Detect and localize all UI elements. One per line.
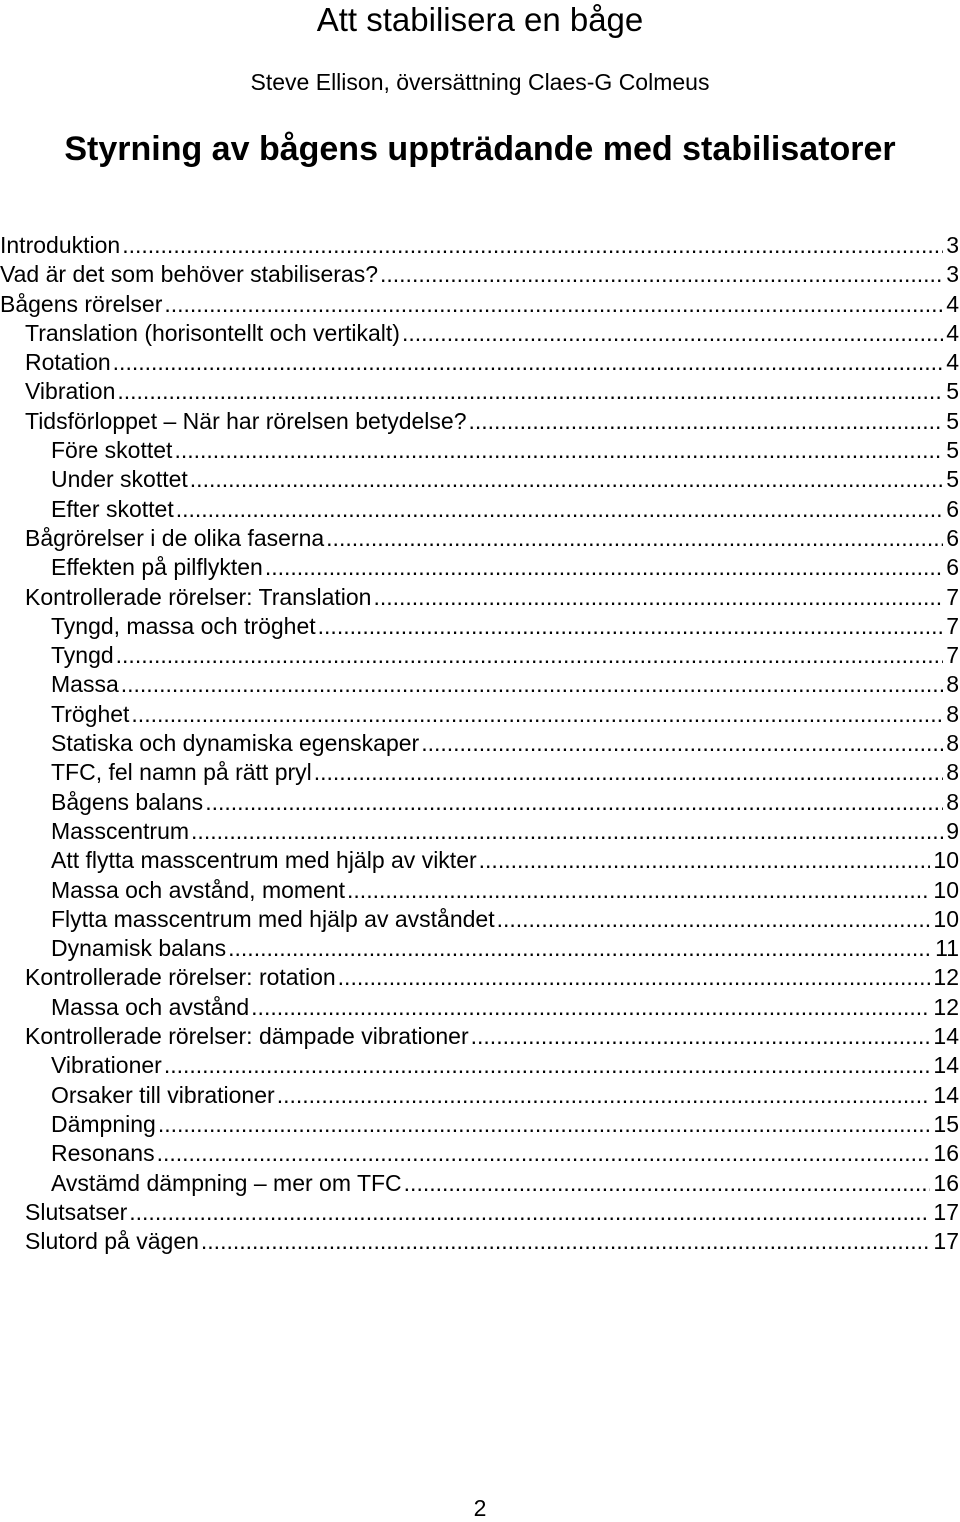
toc-dot-leader — [469, 407, 944, 436]
toc-entry[interactable] — [0, 348, 960, 377]
toc-dot-leader — [158, 1110, 931, 1139]
toc-entry-page: 8 — [946, 700, 959, 727]
toc-entry-page: 12 — [933, 964, 959, 991]
toc-entry-page: 3 — [946, 232, 959, 258]
toc-entry[interactable] — [0, 1081, 960, 1110]
toc-entry-title: Tidsförloppet – När har rörelsen betydelse? — [25, 407, 467, 434]
toc-entry-title: Tyngd, massa och tröghet — [51, 612, 316, 639]
toc-entry-page: 16 — [933, 1140, 959, 1167]
toc-entry[interactable] — [0, 670, 960, 699]
toc-dot-leader — [117, 377, 943, 406]
toc-dot-leader — [265, 553, 943, 582]
toc-entry-title: Effekten på pilflykten — [51, 554, 263, 581]
toc-entry-page: 14 — [933, 1052, 959, 1079]
toc-entry[interactable] — [0, 993, 960, 1022]
toc-entry-title: Masscentrum — [51, 817, 190, 844]
toc-entry-page: 6 — [946, 524, 959, 551]
toc-entry-page: 14 — [933, 1023, 959, 1050]
toc-dot-leader — [479, 846, 931, 875]
toc-entry-title: Introduktion — [0, 232, 121, 258]
toc-entry-title: Att flytta masscentrum med hjälp av vikter — [51, 847, 477, 874]
toc-entry-title: Translation (horisontellt och vertikalt) — [25, 319, 400, 346]
toc-dot-leader — [228, 934, 932, 963]
toc-entry[interactable] — [0, 495, 960, 524]
toc-entry-title: Resonans — [51, 1140, 155, 1167]
toc-entry-title: Under skottet — [51, 466, 188, 493]
toc-entry[interactable] — [0, 905, 960, 934]
toc-dot-leader — [116, 641, 944, 670]
toc-entry[interactable] — [0, 260, 960, 289]
toc-entry-page: 4 — [946, 349, 959, 376]
toc-entry-page: 10 — [933, 905, 959, 932]
toc-entry-title: Efter skottet — [51, 495, 174, 522]
toc-entry-page: 5 — [946, 437, 959, 464]
page-number: 2 — [473, 1495, 487, 1521]
toc-dot-leader — [347, 876, 930, 905]
toc-entry[interactable] — [0, 290, 960, 319]
toc-entry-page: 5 — [946, 407, 959, 434]
toc-entry[interactable] — [0, 231, 960, 260]
toc-dot-leader — [380, 260, 943, 289]
toc-dot-leader — [157, 1139, 931, 1168]
section-heading: Styrning av bågens uppträdande med stabilisatorer — [64, 130, 896, 168]
toc-entry-page: 12 — [933, 993, 959, 1020]
toc-entry-page: 16 — [933, 1169, 959, 1196]
toc-entry[interactable] — [0, 583, 960, 612]
toc-entry-title: Kontrollerade rörelser: rotation — [25, 964, 336, 991]
toc-entry[interactable] — [0, 465, 960, 494]
toc-entry-title: Kontrollerade rörelser: Translation — [25, 583, 372, 610]
toc-entry-page: 14 — [933, 1081, 959, 1108]
toc-dot-leader — [191, 817, 943, 846]
toc-entry-title: Dämpning — [51, 1110, 156, 1137]
toc-entry-title: Slutord på vägen — [25, 1228, 199, 1255]
toc-entry-page: 3 — [946, 261, 959, 288]
toc-dot-leader — [113, 348, 944, 377]
toc-dot-leader — [129, 1198, 930, 1227]
toc-entry-title: Kontrollerade rörelser: dämpade vibrationer — [25, 1023, 469, 1050]
toc-entry-page: 6 — [946, 554, 959, 581]
toc-entry-page: 17 — [933, 1228, 959, 1255]
toc-dot-leader — [176, 495, 943, 524]
toc-entry[interactable] — [0, 377, 960, 406]
toc-dot-leader — [277, 1081, 931, 1110]
toc-entry-title: TFC, fel namn på rätt pryl — [51, 759, 312, 786]
page-title: Att stabilisera en båge — [316, 1, 644, 38]
toc-entry[interactable] — [0, 1022, 960, 1051]
toc-dot-leader — [164, 1051, 931, 1080]
toc-entry[interactable] — [0, 817, 960, 846]
toc-entry-title: Statiska och dynamiska egenskaper — [51, 730, 420, 757]
toc-entry-page: 6 — [946, 495, 959, 522]
toc-entry-title: Tyngd — [51, 642, 114, 669]
toc-entry[interactable] — [0, 1110, 960, 1139]
toc-entry[interactable] — [0, 1169, 960, 1198]
toc-dot-leader — [404, 1169, 931, 1198]
toc-entry-page: 5 — [946, 466, 959, 493]
toc-entry-page: 5 — [946, 378, 959, 405]
table-of-contents — [0, 231, 960, 1256]
toc-dot-leader — [314, 758, 943, 787]
toc-entry-title: Vibrationer — [51, 1052, 162, 1079]
toc-entry-page: 11 — [935, 935, 959, 962]
toc-dot-leader — [338, 963, 931, 992]
toc-entry[interactable] — [0, 758, 960, 787]
toc-entry-page: 9 — [946, 817, 959, 844]
toc-entry[interactable] — [0, 1198, 960, 1227]
toc-entry[interactable] — [0, 641, 960, 670]
toc-entry-page: 17 — [933, 1198, 959, 1225]
toc-entry-page: 8 — [946, 788, 959, 815]
toc-entry-page: 7 — [946, 612, 959, 639]
toc-dot-leader — [421, 729, 943, 758]
toc-entry[interactable] — [0, 934, 960, 963]
toc-entry[interactable] — [0, 1051, 960, 1080]
toc-entry-page: 8 — [946, 730, 959, 757]
toc-entry[interactable] — [0, 319, 960, 348]
toc-entry[interactable] — [0, 788, 960, 817]
toc-entry-page: 8 — [946, 671, 959, 698]
toc-entry-title: Bågrörelser i de olika faserna — [25, 524, 325, 551]
toc-entry-page: 7 — [946, 642, 959, 669]
toc-entry-title: Dynamisk balans — [51, 935, 227, 962]
toc-entry[interactable] — [0, 846, 960, 875]
toc-entry[interactable] — [0, 1139, 960, 1168]
toc-dot-leader — [164, 290, 943, 319]
toc-entry-title: Tröghet — [51, 700, 130, 727]
toc-entry-page: 7 — [946, 583, 959, 610]
toc-entry-title: Avstämd dämpning – mer om TFC — [51, 1169, 402, 1196]
toc-dot-leader — [122, 231, 943, 260]
toc-dot-leader — [318, 612, 944, 641]
toc-dot-leader — [251, 993, 930, 1022]
toc-entry-title: Bågens balans — [51, 788, 204, 815]
toc-entry-title: Slutsatser — [25, 1198, 128, 1225]
toc-dot-leader — [190, 465, 943, 494]
toc-entry[interactable] — [0, 612, 960, 641]
toc-entry-title: Bågens rörelser — [0, 290, 163, 317]
toc-entry-title: Flytta masscentrum med hjälp av avståndet — [51, 905, 495, 932]
toc-entry[interactable] — [0, 963, 960, 992]
toc-entry-page: 10 — [933, 876, 959, 903]
toc-dot-leader — [373, 583, 943, 612]
toc-entry[interactable] — [0, 436, 960, 465]
toc-entry-title: Massa — [51, 671, 119, 698]
toc-entry-title: Före skottet — [51, 437, 173, 464]
toc-entry-title: Orsaker till vibrationer — [51, 1081, 275, 1108]
toc-entry-title: Massa och avstånd, moment — [51, 876, 346, 903]
toc-entry-title: Vibration — [25, 378, 116, 405]
toc-dot-leader — [131, 700, 943, 729]
toc-entry-page: 10 — [933, 847, 959, 874]
toc-entry[interactable] — [0, 1227, 960, 1256]
toc-entry[interactable] — [0, 553, 960, 582]
toc-dot-leader — [402, 319, 943, 348]
toc-dot-leader — [471, 1022, 931, 1051]
toc-dot-leader — [205, 788, 943, 817]
toc-entry-page: 15 — [933, 1110, 959, 1137]
toc-entry-title: Vad är det som behöver stabiliseras? — [0, 261, 378, 288]
toc-entry-page: 4 — [946, 290, 959, 317]
toc-entry-page: 8 — [946, 759, 959, 786]
author-line: Steve Ellison, översättning Claes-G Colmeus — [250, 69, 710, 95]
toc-entry[interactable] — [0, 407, 960, 436]
toc-entry-title: Rotation — [25, 349, 111, 376]
toc-dot-leader — [201, 1227, 931, 1256]
toc-dot-leader — [121, 670, 943, 699]
toc-entry[interactable] — [0, 876, 960, 905]
toc-entry[interactable] — [0, 729, 960, 758]
toc-dot-leader — [497, 905, 931, 934]
toc-entry[interactable] — [0, 700, 960, 729]
toc-dot-leader — [174, 436, 943, 465]
toc-entry-title: Massa och avstånd — [51, 993, 250, 1020]
toc-entry[interactable] — [0, 524, 960, 553]
toc-entry-page: 4 — [946, 319, 959, 346]
toc-dot-leader — [326, 524, 943, 553]
